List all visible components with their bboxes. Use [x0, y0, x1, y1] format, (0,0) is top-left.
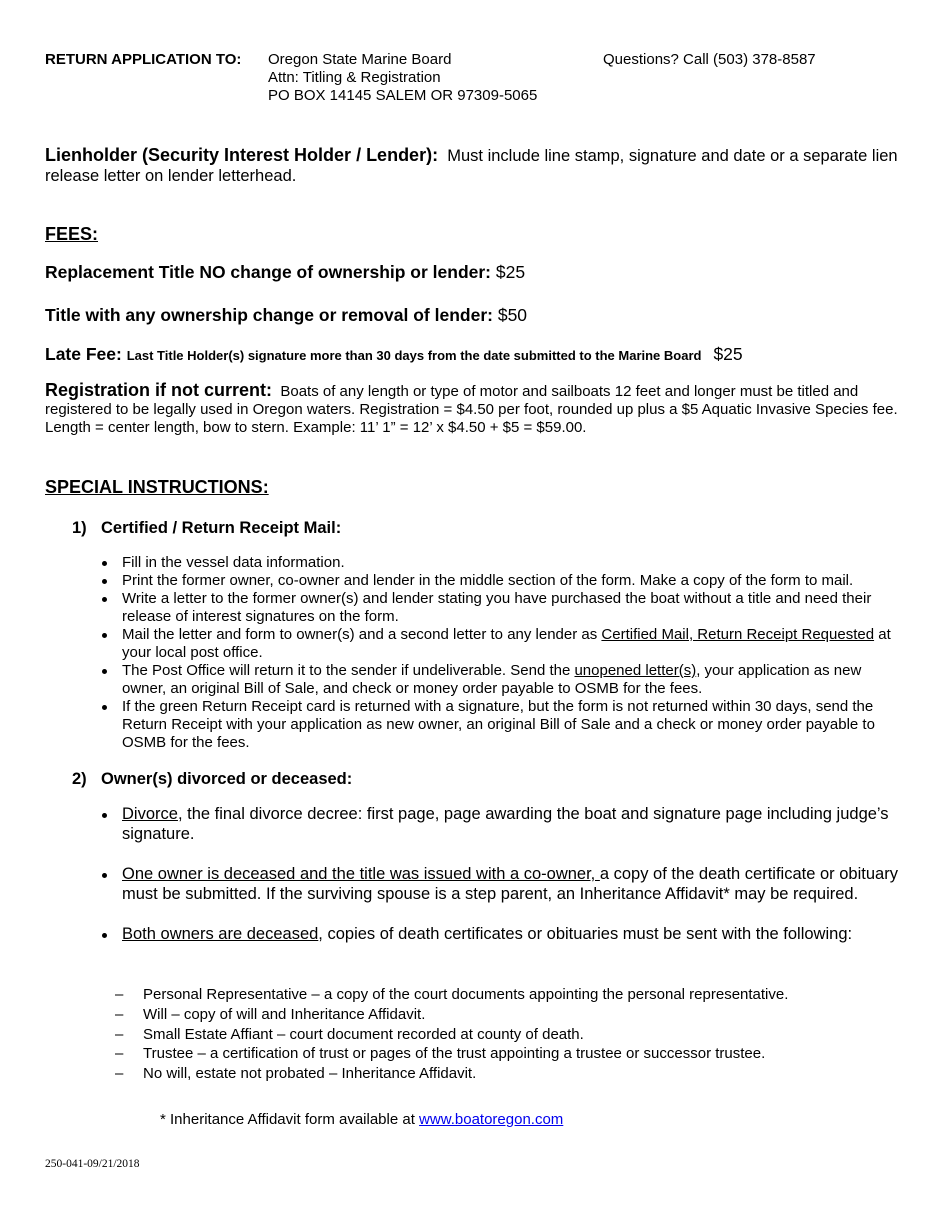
registration-paragraph: [45, 381, 915, 437]
fee-replacement-title: [45, 262, 525, 283]
list-item: [100, 804, 900, 844]
list-item: [100, 626, 908, 662]
lienholder-paragraph: [45, 145, 915, 186]
item-text: If the green Return Receipt card is returned with a signature, but the form is not returned within 30 days, send the Return Receipt with your application as new owner, an original Bill of Sale and a check or money order payable to OSMB for the fees.: [122, 698, 875, 751]
return-address: [268, 51, 537, 105]
list-item: [100, 554, 908, 572]
section-number: 2): [72, 770, 87, 788]
questions-phone: Questions? Call (503) 378-8587: [603, 51, 816, 68]
dash-icon: –: [115, 1045, 124, 1063]
bullet-icon: [102, 561, 107, 566]
item-text: a copy of the death certificate or obituary must be submitted. If the surviving spouse is a step parent, an Inheritance Affidavit* may be required.: [122, 865, 898, 903]
item-text: No will, estate not probated – Inheritance Affidavit.: [143, 1065, 477, 1083]
item-text: , your application as new owner, an original Bill of Sale, and check or money order payable to OSMB for the fees.: [122, 662, 862, 697]
section-1-heading: [72, 519, 341, 538]
section-2-heading: [72, 770, 352, 789]
bullet-icon: [102, 933, 107, 938]
list-item: [100, 590, 908, 626]
list-item: [100, 572, 908, 590]
unopened-letters-emphasis: unopened letter(s): [574, 662, 697, 679]
late-fee-detail: Last Title Holder(s) signature more than 30 days from the date submitted to the Marine Board: [126, 348, 702, 363]
bullet-icon: [102, 633, 107, 638]
owners-divorced-deceased-list: [100, 804, 900, 964]
list-item: [113, 985, 788, 1005]
list-item: [100, 864, 900, 904]
section-title: Certified / Return Receipt Mail:: [101, 519, 342, 537]
lienholder-text: Must include line stamp, signature and date or a separate lien release letter on lender letterhead.: [45, 147, 898, 185]
bullet-icon: [102, 813, 107, 818]
item-text: Write a letter to the former owner(s) and lender stating you have purchased the boat without a title and need their release of interest signatures on the form.: [122, 590, 872, 625]
fee-amount: $25: [713, 344, 743, 364]
fee-label: Replacement Title NO change of ownership or lender:: [45, 262, 492, 282]
fee-amount: $25: [495, 262, 526, 282]
certified-mail-emphasis: Certified Mail, Return Receipt Requested: [601, 626, 875, 643]
divorce-emphasis: Divorce: [122, 805, 178, 823]
footnote-text: * Inheritance Affidavit form available at: [160, 1111, 420, 1128]
fees-heading: FEES:: [45, 224, 99, 244]
fee-late: [45, 344, 743, 365]
address-line-3: PO BOX 14145 SALEM OR 97309-5065: [268, 87, 538, 104]
special-instructions-heading: SPECIAL INSTRUCTIONS:: [45, 477, 269, 497]
list-item: [113, 1005, 788, 1025]
one-owner-deceased-emphasis: One owner is deceased and the title was issued with a co-owner,: [122, 865, 600, 883]
item-text: The Post Office will return it to the sender if undeliverable. Send the: [122, 662, 575, 679]
list-item: [113, 1064, 788, 1084]
item-text: Personal Representative – a copy of the court documents appointing the personal representative.: [143, 986, 789, 1003]
item-text: Trustee – a certification of trust or pages of the trust appointing a trustee or successor trustee.: [143, 1045, 766, 1063]
list-item: [100, 662, 908, 698]
fee-amount: $50: [497, 305, 528, 325]
fee-label: Title with any ownership change or removal of lender:: [45, 305, 493, 325]
list-item: [100, 924, 900, 944]
item-text: , copies of death certificates or obituaries must be sent with the following:: [318, 925, 853, 943]
list-item: [113, 1044, 788, 1064]
footnote: [160, 1111, 563, 1128]
document-number: 250-041-09/21/2018: [45, 1158, 140, 1170]
list-item: [113, 1025, 788, 1045]
registration-heading: Registration if not current:: [45, 380, 273, 400]
list-item: [100, 698, 908, 752]
dash-icon: –: [115, 1005, 124, 1023]
bullet-icon: [102, 705, 107, 710]
certified-mail-list: [100, 554, 908, 752]
deceased-documents-list: [113, 985, 788, 1084]
boatoregon-link[interactable]: www.boatoregon.com: [419, 1111, 564, 1128]
item-text: at your local post office.: [122, 626, 891, 661]
dash-icon: –: [115, 1025, 124, 1043]
item-text: Fill in the vessel data information.: [122, 554, 345, 571]
fee-label: Late Fee:: [45, 344, 122, 364]
bullet-icon: [102, 873, 107, 878]
item-text: Small Estate Affiant – court document recorded at county of death.: [143, 1025, 584, 1043]
section-title: Owner(s) divorced or deceased:: [101, 770, 353, 788]
both-owners-deceased-emphasis: Both owners are deceased: [122, 925, 319, 943]
item-text: , the final divorce decree: first page, page awarding the boat and signature page including judge’s signature.: [122, 805, 889, 843]
address-line-1: Oregon State Marine Board: [268, 51, 452, 68]
item-text: Print the former owner, co-owner and lender in the middle section of the form. Make a copy of the form to mail.: [122, 572, 854, 589]
registration-text: Boats of any length or type of motor and sailboats 12 feet and longer must be titled and registered to be legally used in Oregon waters. Registration = $4.50 per foot, rounded up plus a $5 Aquatic Invasive Species fee. Length = center length, bow to stern. Example: 11’ 1” = 12’ x $4.50 + $5 = $59.00.: [45, 383, 898, 436]
bullet-icon: [102, 579, 107, 584]
item-text: Will – copy of will and Inheritance Affidavit.: [143, 1005, 426, 1023]
lienholder-heading: Lienholder (Security Interest Holder / Lender):: [45, 145, 439, 165]
section-number: 1): [72, 519, 87, 537]
dash-icon: –: [115, 1065, 124, 1083]
fee-ownership-change: [45, 305, 527, 326]
address-line-2: Attn: Titling & Registration: [268, 69, 441, 86]
dash-icon: –: [115, 986, 124, 1003]
return-application-label: RETURN APPLICATION TO:: [45, 51, 242, 68]
item-text: Mail the letter and form to owner(s) and a second letter to any lender as: [122, 626, 602, 643]
bullet-icon: [102, 597, 107, 602]
bullet-icon: [102, 669, 107, 674]
